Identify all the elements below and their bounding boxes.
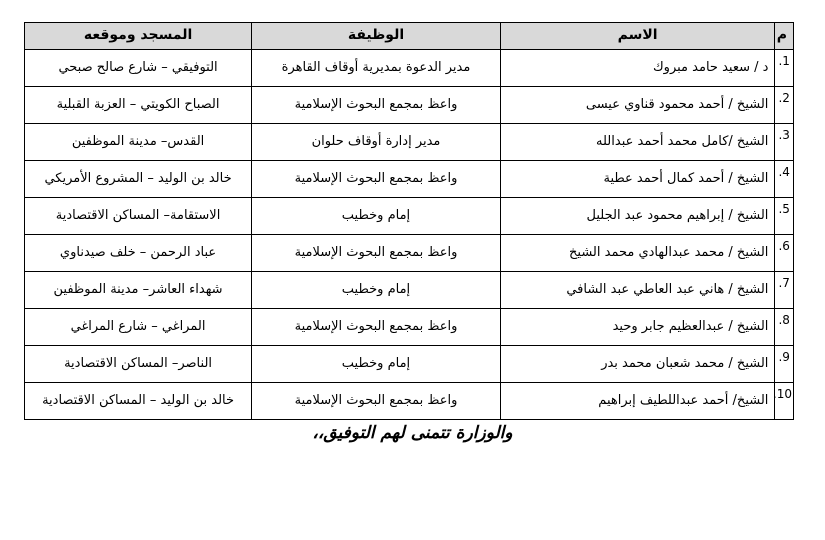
row-mosque: الاستقامة– المساكن الاقتصادية xyxy=(25,198,252,235)
table-row xyxy=(25,235,794,272)
row-number: 6. xyxy=(775,235,794,272)
row-number: 3. xyxy=(775,124,794,161)
row-job: إمام وخطيب xyxy=(252,198,501,235)
table-row xyxy=(25,124,794,161)
row-name: د / سعيد حامد مبروك xyxy=(500,50,775,87)
row-job: مدير الدعوة بمديرية أوقاف القاهرة xyxy=(252,50,501,87)
row-name: الشيخ / محمد عبدالهادي محمد الشيخ xyxy=(500,235,775,272)
row-mosque: خالد بن الوليد – المشروع الأمريكي xyxy=(25,161,252,198)
row-name: الشيخ / أحمد محمود قناوي عيسى xyxy=(500,87,775,124)
row-mosque: القدس– مدينة الموظفين xyxy=(25,124,252,161)
row-job: إمام وخطيب xyxy=(252,272,501,309)
table-row xyxy=(25,272,794,309)
table-body xyxy=(25,50,794,420)
table-row xyxy=(25,309,794,346)
table-row xyxy=(25,346,794,383)
row-number: 1. xyxy=(775,50,794,87)
row-name: الشيخ / محمد شعبان محمد بدر xyxy=(500,346,775,383)
row-mosque: الناصر– المساكن الاقتصادية xyxy=(25,346,252,383)
row-mosque: شهداء العاشر– مدينة الموظفين xyxy=(25,272,252,309)
row-name: الشيخ / عبدالعظيم جابر وحيد xyxy=(500,309,775,346)
row-number: 4. xyxy=(775,161,794,198)
table-row xyxy=(25,50,794,87)
row-job: واعظ بمجمع البحوث الإسلامية xyxy=(252,235,501,272)
row-job: واعظ بمجمع البحوث الإسلامية xyxy=(252,87,501,124)
row-mosque: الصباح الكويتي – العزبة القبلية xyxy=(25,87,252,124)
assignments-table xyxy=(24,22,794,420)
header-name: الاسم xyxy=(500,23,775,50)
row-number: 8. xyxy=(775,309,794,346)
row-number: 5. xyxy=(775,198,794,235)
row-number: 2. xyxy=(775,87,794,124)
row-job: إمام وخطيب xyxy=(252,346,501,383)
row-job: واعظ بمجمع البحوث الإسلامية xyxy=(252,309,501,346)
header-num: م xyxy=(775,23,794,50)
row-mosque: المراغي – شارع المراغي xyxy=(25,309,252,346)
row-job: واعظ بمجمع البحوث الإسلامية xyxy=(252,161,501,198)
closing-statement: والوزارة تتمنى لهم التوفيق،، xyxy=(312,423,513,443)
table-header-row xyxy=(25,23,794,50)
row-name: الشيخ/ أحمد عبداللطيف إبراهيم xyxy=(500,383,775,420)
row-mosque: التوفيقي – شارع صالح صبحي xyxy=(25,50,252,87)
table-row xyxy=(25,383,794,420)
row-number: 7. xyxy=(775,272,794,309)
header-job: الوظيفة xyxy=(252,23,501,50)
table-row xyxy=(25,198,794,235)
row-name: الشيخ / إبراهيم محمود عبد الجليل xyxy=(500,198,775,235)
row-job: واعظ بمجمع البحوث الإسلامية xyxy=(252,383,501,420)
row-name: الشيخ /كامل محمد أحمد عبدالله xyxy=(500,124,775,161)
row-number: 9. xyxy=(775,346,794,383)
table-row xyxy=(25,87,794,124)
header-mosque: المسجد وموقعه xyxy=(25,23,252,50)
table-row xyxy=(25,161,794,198)
row-mosque: خالد بن الوليد – المساكن الاقتصادية xyxy=(25,383,252,420)
row-name: الشيخ / هاني عبد العاطي عبد الشافي xyxy=(500,272,775,309)
row-number: 10. xyxy=(775,383,794,420)
row-name: الشيخ / أحمد كمال أحمد عطية xyxy=(500,161,775,198)
row-mosque: عباد الرحمن – خلف صيدناوي xyxy=(25,235,252,272)
row-job: مدير إدارة أوقاف حلوان xyxy=(252,124,501,161)
